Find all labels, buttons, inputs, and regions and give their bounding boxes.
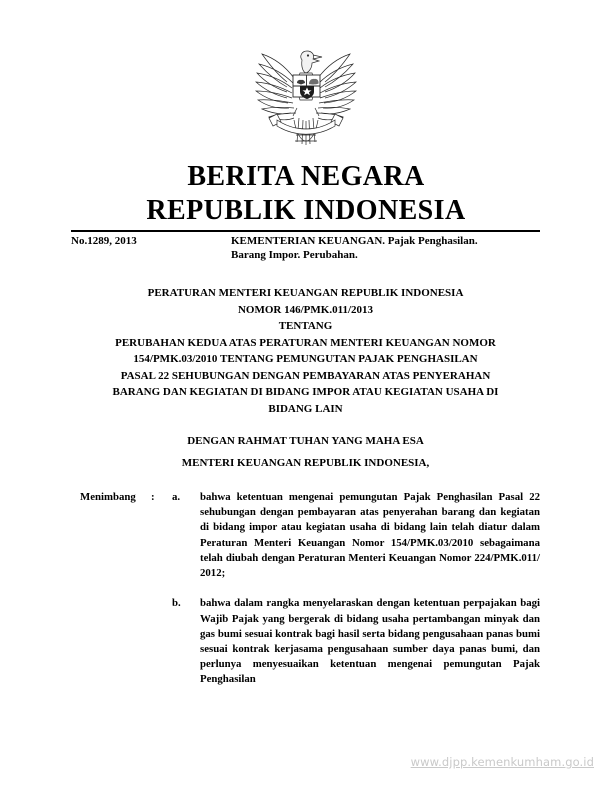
title-line-8: BIDANG LAIN xyxy=(268,402,343,415)
title-line-2: NOMOR 146/PMK.011/2013 xyxy=(237,303,374,316)
masthead-line-2: REPUBLIK INDONESIA xyxy=(146,195,466,226)
invocation-line-2: MENTERI KEUANGAN REPUBLIK INDONESIA, xyxy=(181,457,430,469)
gazette-number: No.1289, 2013 xyxy=(71,235,137,247)
consideration-text-a: bahwa ketentuan mengenai pemungutan Pajak Penghasilan Pasal 22 sehubungan dengan pembayaran atas penyerahan barang dan kegiatan di bidang impor atau kegiatan usaha di bidang lain telah diatur dalam Peraturan Menteri Keuangan Nomor 154/PMK.03/2010 sebagaimana telah diubah dengan Peraturan Menteri Keuangan Nomor 224/PMK.011/ 2012; xyxy=(200,491,540,580)
title-line-1: PERATURAN MENTERI KEUANGAN REPUBLIK INDONESIA xyxy=(147,287,464,299)
regulation-title-block xyxy=(71,285,540,417)
considerations-colon: : xyxy=(151,491,155,503)
masthead xyxy=(0,160,612,228)
masthead-line-1: BERITA NEGARA xyxy=(187,161,425,192)
gazette-subject xyxy=(231,234,540,262)
title-line-7: BARANG DAN KEGIATAN DI BIDANG IMPOR ATAU KEGIATAN USAHA DI xyxy=(112,386,499,398)
title-line-3: TENTANG xyxy=(278,320,333,332)
considerations-label: Menimbang xyxy=(80,491,136,503)
invocation-block xyxy=(71,430,540,474)
garuda-pancasila-emblem xyxy=(247,42,365,154)
emblem-container xyxy=(0,42,612,159)
consideration-text-b: bahwa dalam rangka menyelaraskan dengan ketentuan perpajakan bagi Wajib Pajak yang bergerak di bidang usaha pertambangan minyak dan gas bumi sesuai kontrak bagi hasil serta bidang pengusahaan panas bumi sesuai kontrak kerjasama pengusahaan sumber daya panas bumi, dan perlunya menyesuaikan ketentuan mengenai pemungutan Pajak Penghasilan xyxy=(200,597,540,686)
invocation-line-1: DENGAN RAHMAT TUHAN YANG MAHA ESA xyxy=(187,435,424,447)
title-line-6: PASAL 22 SEHUBUNGAN DENGAN PEMBAYARAN ATAS PENYERAHAN xyxy=(120,369,491,382)
title-line-4: PERUBAHAN KEDUA ATAS PERATURAN MENTERI KEUANGAN NOMOR xyxy=(115,336,496,349)
source-url-watermark[interactable]: www.djpp.kemenkumham.go.id xyxy=(410,755,594,769)
consideration-item-b xyxy=(71,596,551,687)
consideration-item-a xyxy=(71,490,551,581)
title-line-5: 154/PMK.03/2010 TENTANG PEMUNGUTAN PAJAK PENGHASILAN xyxy=(133,353,478,365)
gazette-subject-line-1: KEMENTERIAN KEUANGAN. Pajak Penghasilan. xyxy=(231,235,478,247)
gazette-subject-line-2: Barang Impor. Perubahan. xyxy=(231,249,358,261)
consideration-marker-b: b. xyxy=(172,597,181,610)
header-divider xyxy=(71,230,540,232)
footer xyxy=(0,753,612,771)
considerations-section xyxy=(71,490,551,688)
consideration-marker-a: a. xyxy=(172,491,181,503)
